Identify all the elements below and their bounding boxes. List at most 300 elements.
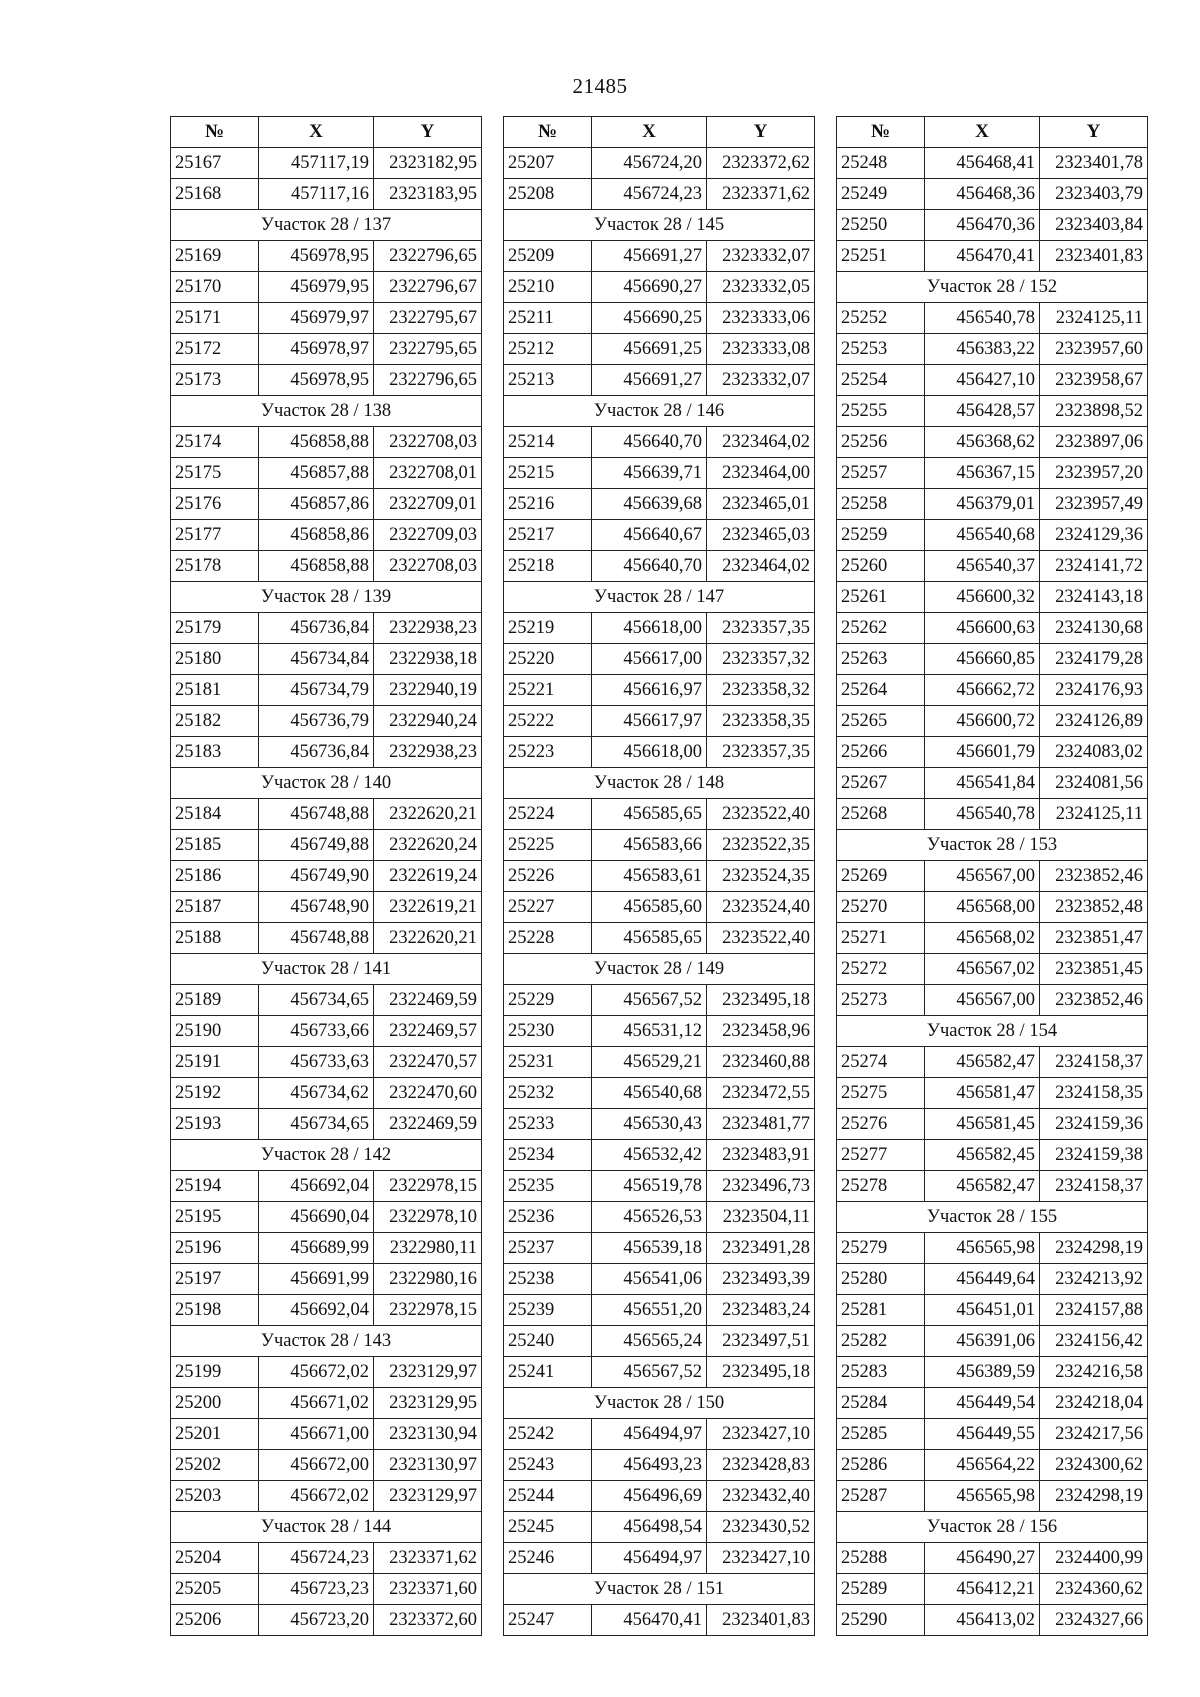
- point-number: 25169: [171, 241, 259, 272]
- y-coordinate: 2323332,05: [707, 272, 815, 303]
- y-coordinate: 2322708,03: [374, 427, 482, 458]
- x-coordinate: 456600,63: [925, 613, 1040, 644]
- table-row: [171, 799, 482, 830]
- table-row: [504, 427, 815, 458]
- x-coordinate: 456733,63: [259, 1047, 374, 1078]
- x-coordinate: 456581,45: [925, 1109, 1040, 1140]
- x-coordinate: 456389,59: [925, 1357, 1040, 1388]
- table-row: [504, 303, 815, 334]
- y-coordinate: 2324216,58: [1040, 1357, 1148, 1388]
- table-row: [171, 1047, 482, 1078]
- table-row: [504, 1512, 815, 1543]
- x-coordinate: 456470,36: [925, 210, 1040, 241]
- coordinates-table-2: [503, 116, 815, 1636]
- table-row: [837, 1388, 1148, 1419]
- point-number: 25206: [171, 1605, 259, 1636]
- table-row: [504, 675, 815, 706]
- point-number: 25243: [504, 1450, 592, 1481]
- table-row: [504, 148, 815, 179]
- table-row: [171, 737, 482, 768]
- x-coordinate: 456428,57: [925, 396, 1040, 427]
- y-coordinate: 2323401,83: [707, 1605, 815, 1636]
- y-coordinate: 2323130,97: [374, 1450, 482, 1481]
- table-row: [504, 1171, 815, 1202]
- table-row: [504, 799, 815, 830]
- point-number: 25222: [504, 706, 592, 737]
- table-row: [504, 1016, 815, 1047]
- x-coordinate: 456748,90: [259, 892, 374, 923]
- x-coordinate: 456749,88: [259, 830, 374, 861]
- table-header-row: [837, 117, 1148, 148]
- point-number: 25265: [837, 706, 925, 737]
- x-coordinate: 456724,23: [259, 1543, 374, 1574]
- y-coordinate: 2324298,19: [1040, 1481, 1148, 1512]
- y-coordinate: 2324360,62: [1040, 1574, 1148, 1605]
- section-row: [837, 830, 1148, 861]
- x-coordinate: 456391,06: [925, 1326, 1040, 1357]
- y-coordinate: 2322470,60: [374, 1078, 482, 1109]
- y-coordinate: 2323357,32: [707, 644, 815, 675]
- y-coordinate: 2322938,23: [374, 737, 482, 768]
- section-label: Участок 28 / 148: [504, 768, 815, 799]
- y-coordinate: 2324176,93: [1040, 675, 1148, 706]
- x-coordinate: 456565,24: [592, 1326, 707, 1357]
- section-label: Участок 28 / 145: [504, 210, 815, 241]
- y-coordinate: 2323851,45: [1040, 954, 1148, 985]
- y-coordinate: 2323957,60: [1040, 334, 1148, 365]
- table-row: [504, 1078, 815, 1109]
- section-label: Участок 28 / 151: [504, 1574, 815, 1605]
- x-coordinate: 456723,20: [259, 1605, 374, 1636]
- y-coordinate: 2323372,60: [374, 1605, 482, 1636]
- table-row: [171, 1078, 482, 1109]
- point-number: 25182: [171, 706, 259, 737]
- header-number: №: [171, 117, 259, 148]
- point-number: 25179: [171, 613, 259, 644]
- section-row: [171, 768, 482, 799]
- x-coordinate: 456640,70: [592, 551, 707, 582]
- point-number: 25167: [171, 148, 259, 179]
- x-coordinate: 456531,12: [592, 1016, 707, 1047]
- page-number: 21485: [572, 74, 628, 98]
- section-label: Участок 28 / 137: [171, 210, 482, 241]
- point-number: 25190: [171, 1016, 259, 1047]
- x-coordinate: 456660,85: [925, 644, 1040, 675]
- table-row: [504, 861, 815, 892]
- x-coordinate: 456748,88: [259, 923, 374, 954]
- section-row: [504, 768, 815, 799]
- point-number: 25231: [504, 1047, 592, 1078]
- table-row: [504, 1295, 815, 1326]
- y-coordinate: 2322470,57: [374, 1047, 482, 1078]
- section-row: [171, 954, 482, 985]
- table-row: [837, 458, 1148, 489]
- table-header-row: [504, 117, 815, 148]
- y-coordinate: 2323957,49: [1040, 489, 1148, 520]
- x-coordinate: 456585,65: [592, 799, 707, 830]
- y-coordinate: 2324143,18: [1040, 582, 1148, 613]
- point-number: 25286: [837, 1450, 925, 1481]
- table-row: [504, 334, 815, 365]
- y-coordinate: 2323428,83: [707, 1450, 815, 1481]
- y-coordinate: 2322796,65: [374, 365, 482, 396]
- table-row: [171, 458, 482, 489]
- point-number: 25172: [171, 334, 259, 365]
- table-row: [504, 551, 815, 582]
- y-coordinate: 2323458,96: [707, 1016, 815, 1047]
- table-row: [837, 1233, 1148, 1264]
- point-number: 25233: [504, 1109, 592, 1140]
- x-coordinate: 456690,04: [259, 1202, 374, 1233]
- x-coordinate: 456468,41: [925, 148, 1040, 179]
- table-row: [837, 334, 1148, 365]
- y-coordinate: 2323460,88: [707, 1047, 815, 1078]
- point-number: 25236: [504, 1202, 592, 1233]
- y-coordinate: 2324217,56: [1040, 1419, 1148, 1450]
- point-number: 25246: [504, 1543, 592, 1574]
- table-row: [171, 706, 482, 737]
- table-row: [171, 1295, 482, 1326]
- section-label: Участок 28 / 138: [171, 396, 482, 427]
- point-number: 25216: [504, 489, 592, 520]
- y-coordinate: 2323332,07: [707, 365, 815, 396]
- point-number: 25171: [171, 303, 259, 334]
- x-coordinate: 456564,22: [925, 1450, 1040, 1481]
- x-coordinate: 456671,00: [259, 1419, 374, 1450]
- y-coordinate: 2323524,40: [707, 892, 815, 923]
- table-row: [837, 1078, 1148, 1109]
- table-row: [171, 1171, 482, 1202]
- y-coordinate: 2323483,24: [707, 1295, 815, 1326]
- table-row: [837, 1295, 1148, 1326]
- x-coordinate: 456379,01: [925, 489, 1040, 520]
- x-coordinate: 456692,04: [259, 1295, 374, 1326]
- table-row: [504, 241, 815, 272]
- x-coordinate: 456978,97: [259, 334, 374, 365]
- x-coordinate: 456427,10: [925, 365, 1040, 396]
- section-label: Участок 28 / 155: [837, 1202, 1148, 1233]
- table-row: [837, 427, 1148, 458]
- point-number: 25253: [837, 334, 925, 365]
- table-row: [504, 1047, 815, 1078]
- table-row: [837, 923, 1148, 954]
- y-coordinate: 2324126,89: [1040, 706, 1148, 737]
- point-number: 25255: [837, 396, 925, 427]
- point-number: 25270: [837, 892, 925, 923]
- y-coordinate: 2322619,21: [374, 892, 482, 923]
- section-row: [504, 1574, 815, 1605]
- y-coordinate: 2324218,04: [1040, 1388, 1148, 1419]
- header-x: X: [925, 117, 1040, 148]
- x-coordinate: 456540,68: [925, 520, 1040, 551]
- table-row: [504, 830, 815, 861]
- x-coordinate: 456640,67: [592, 520, 707, 551]
- point-number: 25280: [837, 1264, 925, 1295]
- y-coordinate: 2323130,94: [374, 1419, 482, 1450]
- point-number: 25279: [837, 1233, 925, 1264]
- y-coordinate: 2322469,57: [374, 1016, 482, 1047]
- x-coordinate: 456494,97: [592, 1543, 707, 1574]
- point-number: 25283: [837, 1357, 925, 1388]
- point-number: 25227: [504, 892, 592, 923]
- x-coordinate: 456736,79: [259, 706, 374, 737]
- y-coordinate: 2323357,35: [707, 737, 815, 768]
- point-number: 25201: [171, 1419, 259, 1450]
- y-coordinate: 2324159,38: [1040, 1140, 1148, 1171]
- table-row: [837, 1574, 1148, 1605]
- point-number: 25197: [171, 1264, 259, 1295]
- x-coordinate: 456858,88: [259, 427, 374, 458]
- x-coordinate: 456748,88: [259, 799, 374, 830]
- table-row: [837, 1264, 1148, 1295]
- y-coordinate: 2322978,10: [374, 1202, 482, 1233]
- table-row: [504, 179, 815, 210]
- x-coordinate: 456581,47: [925, 1078, 1040, 1109]
- x-coordinate: 456600,32: [925, 582, 1040, 613]
- y-coordinate: 2323481,77: [707, 1109, 815, 1140]
- x-coordinate: 456734,65: [259, 1109, 374, 1140]
- table-row: [171, 303, 482, 334]
- section-label: Участок 28 / 143: [171, 1326, 482, 1357]
- x-coordinate: 456616,97: [592, 675, 707, 706]
- table-row: [171, 644, 482, 675]
- y-coordinate: 2322978,15: [374, 1171, 482, 1202]
- section-row: [171, 582, 482, 613]
- x-coordinate: 456567,52: [592, 1357, 707, 1388]
- y-coordinate: 2324125,11: [1040, 303, 1148, 334]
- x-coordinate: 456671,02: [259, 1388, 374, 1419]
- y-coordinate: 2323432,40: [707, 1481, 815, 1512]
- table-row: [171, 427, 482, 458]
- x-coordinate: 456567,52: [592, 985, 707, 1016]
- table-row: [837, 768, 1148, 799]
- table-row: [837, 861, 1148, 892]
- table-row: [171, 923, 482, 954]
- x-coordinate: 456468,36: [925, 179, 1040, 210]
- table-row: [504, 1264, 815, 1295]
- x-coordinate: 456639,68: [592, 489, 707, 520]
- point-number: 25178: [171, 551, 259, 582]
- x-coordinate: 456690,25: [592, 303, 707, 334]
- y-coordinate: 2323427,10: [707, 1419, 815, 1450]
- point-number: 25209: [504, 241, 592, 272]
- x-coordinate: 457117,16: [259, 179, 374, 210]
- y-coordinate: 2324081,56: [1040, 768, 1148, 799]
- table-row: [171, 1357, 482, 1388]
- table-row: [837, 210, 1148, 241]
- y-coordinate: 2322708,03: [374, 551, 482, 582]
- point-number: 25257: [837, 458, 925, 489]
- table-row: [837, 148, 1148, 179]
- table-row: [504, 1202, 815, 1233]
- x-coordinate: 456736,84: [259, 737, 374, 768]
- section-label: Участок 28 / 150: [504, 1388, 815, 1419]
- table-row: [171, 830, 482, 861]
- y-coordinate: 2323332,07: [707, 241, 815, 272]
- point-number: 25262: [837, 613, 925, 644]
- table-row: [504, 706, 815, 737]
- x-coordinate: 456692,04: [259, 1171, 374, 1202]
- y-coordinate: 2322940,19: [374, 675, 482, 706]
- y-coordinate: 2323129,95: [374, 1388, 482, 1419]
- y-coordinate: 2324159,36: [1040, 1109, 1148, 1140]
- table-row: [504, 1326, 815, 1357]
- y-coordinate: 2324129,36: [1040, 520, 1148, 551]
- point-number: 25237: [504, 1233, 592, 1264]
- y-coordinate: 2323495,18: [707, 1357, 815, 1388]
- point-number: 25204: [171, 1543, 259, 1574]
- y-coordinate: 2323852,48: [1040, 892, 1148, 923]
- y-coordinate: 2323522,40: [707, 923, 815, 954]
- table-row: [837, 644, 1148, 675]
- point-number: 25198: [171, 1295, 259, 1326]
- point-number: 25186: [171, 861, 259, 892]
- section-row: [171, 1512, 482, 1543]
- section-row: [837, 1202, 1148, 1233]
- y-coordinate: 2324157,88: [1040, 1295, 1148, 1326]
- table-row: [171, 613, 482, 644]
- point-number: 25208: [504, 179, 592, 210]
- x-coordinate: 456519,78: [592, 1171, 707, 1202]
- point-number: 25210: [504, 272, 592, 303]
- y-coordinate: 2323464,00: [707, 458, 815, 489]
- x-coordinate: 456734,84: [259, 644, 374, 675]
- point-number: 25187: [171, 892, 259, 923]
- point-number: 25218: [504, 551, 592, 582]
- y-coordinate: 2323371,62: [374, 1543, 482, 1574]
- y-coordinate: 2323496,73: [707, 1171, 815, 1202]
- y-coordinate: 2322708,01: [374, 458, 482, 489]
- table-row: [504, 365, 815, 396]
- x-coordinate: 456470,41: [925, 241, 1040, 272]
- point-number: 25185: [171, 830, 259, 861]
- table-row: [837, 613, 1148, 644]
- x-coordinate: 456383,22: [925, 334, 1040, 365]
- table-row: [837, 179, 1148, 210]
- point-number: 25247: [504, 1605, 592, 1636]
- y-coordinate: 2323464,02: [707, 427, 815, 458]
- x-coordinate: 456617,00: [592, 644, 707, 675]
- x-coordinate: 456733,66: [259, 1016, 374, 1047]
- point-number: 25199: [171, 1357, 259, 1388]
- section-row: [504, 1388, 815, 1419]
- x-coordinate: 456618,00: [592, 737, 707, 768]
- y-coordinate: 2322620,21: [374, 799, 482, 830]
- point-number: 25287: [837, 1481, 925, 1512]
- x-coordinate: 456568,00: [925, 892, 1040, 923]
- y-coordinate: 2324298,19: [1040, 1233, 1148, 1264]
- point-number: 25274: [837, 1047, 925, 1078]
- table-row: [171, 1574, 482, 1605]
- point-number: 25219: [504, 613, 592, 644]
- x-coordinate: 456540,37: [925, 551, 1040, 582]
- point-number: 25269: [837, 861, 925, 892]
- x-coordinate: 456498,54: [592, 1512, 707, 1543]
- y-coordinate: 2324141,72: [1040, 551, 1148, 582]
- y-coordinate: 2322469,59: [374, 1109, 482, 1140]
- x-coordinate: 456858,88: [259, 551, 374, 582]
- point-number: 25168: [171, 179, 259, 210]
- table-row: [504, 272, 815, 303]
- point-number: 25188: [171, 923, 259, 954]
- point-number: 25230: [504, 1016, 592, 1047]
- table-row: [171, 1605, 482, 1636]
- table-row: [171, 148, 482, 179]
- point-number: 25239: [504, 1295, 592, 1326]
- y-coordinate: 2324179,28: [1040, 644, 1148, 675]
- y-coordinate: 2323524,35: [707, 861, 815, 892]
- point-number: 25221: [504, 675, 592, 706]
- point-number: 25282: [837, 1326, 925, 1357]
- y-coordinate: 2323401,83: [1040, 241, 1148, 272]
- y-coordinate: 2323333,06: [707, 303, 815, 334]
- point-number: 25264: [837, 675, 925, 706]
- header-number: №: [504, 117, 592, 148]
- x-coordinate: 456551,20: [592, 1295, 707, 1326]
- point-number: 25225: [504, 830, 592, 861]
- point-number: 25196: [171, 1233, 259, 1264]
- x-coordinate: 456568,02: [925, 923, 1040, 954]
- table-row: [837, 675, 1148, 706]
- point-number: 25278: [837, 1171, 925, 1202]
- x-coordinate: 456662,72: [925, 675, 1040, 706]
- section-row: [837, 1512, 1148, 1543]
- point-number: 25256: [837, 427, 925, 458]
- point-number: 25241: [504, 1357, 592, 1388]
- section-label: Участок 28 / 146: [504, 396, 815, 427]
- point-number: 25175: [171, 458, 259, 489]
- y-coordinate: 2324158,35: [1040, 1078, 1148, 1109]
- x-coordinate: 456978,95: [259, 241, 374, 272]
- table-row: [837, 985, 1148, 1016]
- header-y: Y: [374, 117, 482, 148]
- section-label: Участок 28 / 140: [171, 768, 482, 799]
- x-coordinate: 456530,43: [592, 1109, 707, 1140]
- x-coordinate: 456691,25: [592, 334, 707, 365]
- table-row: [504, 1481, 815, 1512]
- y-coordinate: 2323371,60: [374, 1574, 482, 1605]
- x-coordinate: 456582,45: [925, 1140, 1040, 1171]
- point-number: 25259: [837, 520, 925, 551]
- section-label: Участок 28 / 153: [837, 830, 1148, 861]
- x-coordinate: 456567,00: [925, 861, 1040, 892]
- y-coordinate: 2322709,01: [374, 489, 482, 520]
- point-number: 25261: [837, 582, 925, 613]
- y-coordinate: 2324130,68: [1040, 613, 1148, 644]
- table-row: [837, 1543, 1148, 1574]
- point-number: 25275: [837, 1078, 925, 1109]
- section-row: [504, 210, 815, 241]
- y-coordinate: 2322620,24: [374, 830, 482, 861]
- section-row: [171, 1326, 482, 1357]
- x-coordinate: 456541,84: [925, 768, 1040, 799]
- section-label: Участок 28 / 142: [171, 1140, 482, 1171]
- section-label: Участок 28 / 139: [171, 582, 482, 613]
- y-coordinate: 2322620,21: [374, 923, 482, 954]
- point-number: 25251: [837, 241, 925, 272]
- point-number: 25232: [504, 1078, 592, 1109]
- x-coordinate: 456979,97: [259, 303, 374, 334]
- x-coordinate: 456412,21: [925, 1574, 1040, 1605]
- section-row: [171, 1140, 482, 1171]
- y-coordinate: 2322978,15: [374, 1295, 482, 1326]
- point-number: 25184: [171, 799, 259, 830]
- table-row: [171, 1109, 482, 1140]
- table-row: [504, 489, 815, 520]
- y-coordinate: 2323465,01: [707, 489, 815, 520]
- y-coordinate: 2322619,24: [374, 861, 482, 892]
- table-row: [837, 1357, 1148, 1388]
